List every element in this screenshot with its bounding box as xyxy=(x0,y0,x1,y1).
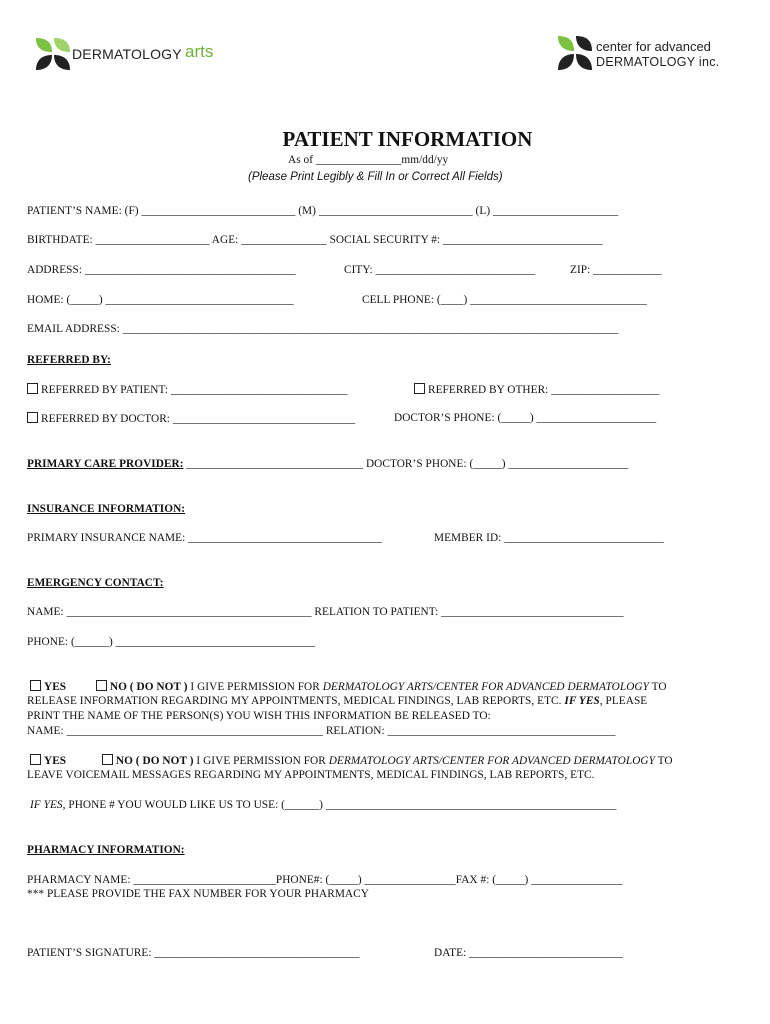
leaf-logo-icon xyxy=(556,34,594,72)
voicemail-yes-checkbox[interactable] xyxy=(30,754,41,765)
release-text-b: TO xyxy=(648,681,667,693)
referred-by-doctor-row[interactable] xyxy=(27,412,355,425)
referred-by-patient-row[interactable] xyxy=(27,383,348,396)
dermatology-arts-logo xyxy=(34,36,234,72)
primary-care-provider-field[interactable]: _______________________________ DOCTOR’S PHONE: (_____) _____________________ xyxy=(183,458,629,470)
voicemail-no-label: NO ( DO NOT ) xyxy=(115,755,194,767)
member-id-field[interactable]: MEMBER ID: ____________________________ xyxy=(434,532,664,544)
referred-by-other-row[interactable] xyxy=(414,383,660,396)
release-text-a: I GIVE PERMISSION FOR xyxy=(187,681,323,693)
referred-by-other-checkbox[interactable] xyxy=(414,383,425,394)
voicemail-text-a: I GIVE PERMISSION FOR xyxy=(193,755,329,767)
release-name-relation-field[interactable]: NAME: _____________________________________________ RELATION: ________________________________________ xyxy=(27,725,616,737)
voicemail-permission-line2: LEAVE VOICEMAIL MESSAGES REGARDING MY APPOINTMENTS, MEDICAL FINDINGS, LAB REPORTS, ETC. xyxy=(27,769,595,781)
primary-insurance-field[interactable]: PRIMARY INSURANCE NAME: __________________________________ xyxy=(27,532,382,544)
logo-word-arts: arts xyxy=(185,42,214,61)
release-permission-line3: PRINT THE NAME OF THE PERSON(S) YOU WISH THIS INFORMATION BE RELEASED TO: xyxy=(27,710,491,722)
release-if-yes: IF YES xyxy=(564,695,600,707)
pharmacy-heading: PHARMACY INFORMATION: xyxy=(27,844,185,856)
leaf-logo-icon xyxy=(34,36,72,72)
page-title: PATIENT INFORMATION xyxy=(282,127,533,151)
voicemail-phone-row[interactable] xyxy=(30,799,616,811)
city-field[interactable]: CITY: ____________________________ xyxy=(344,264,536,276)
voicemail-no-checkbox[interactable] xyxy=(102,754,113,765)
voicemail-yes-label: YES xyxy=(44,755,67,767)
release-no-checkbox[interactable] xyxy=(96,680,107,691)
referred-by-other-label: REFERRED BY OTHER: ___________________ xyxy=(428,384,660,396)
birthdate-field[interactable]: BIRTHDATE: ____________________ AGE: _______________ SOCIAL SECURITY #: ____________________________ xyxy=(27,234,603,246)
voicemail-permission-line1 xyxy=(30,754,673,767)
voicemail-phone-field[interactable]: PHONE # YOU WOULD LIKE US TO USE: (______) ___________________________________________________ xyxy=(65,799,617,811)
primary-care-provider-heading: PRIMARY CARE PROVIDER: xyxy=(27,458,184,470)
primary-care-provider-row[interactable] xyxy=(27,458,628,470)
release-line2-text: RELEASE INFORMATION REGARDING MY APPOINTMENTS, MEDICAL FINDINGS, LAB REPORTS, ETC. xyxy=(27,695,565,707)
emergency-phone-field[interactable]: PHONE: (______) ___________________________________ xyxy=(27,636,316,648)
referring-doctor-phone-field[interactable]: DOCTOR’S PHONE: (_____) _____________________ xyxy=(394,412,657,424)
voicemail-org-name: DERMATOLOGY ARTS/CENTER FOR ADVANCED DERMATOLOGY xyxy=(328,755,655,767)
pharmacy-info-field[interactable]: PHARMACY NAME: _________________________PHONE#: (_____) ________________FAX #: (_____) ________________ xyxy=(27,874,623,886)
insurance-heading: INSURANCE INFORMATION: xyxy=(27,503,186,515)
patient-name-field[interactable]: PATIENT’S NAME: (F) ___________________________ (M) ___________________________ (L) ______________________ xyxy=(27,205,619,217)
as-of-date-line: As of _______________mm/dd/yy xyxy=(288,154,449,166)
logo-word-dermatology: DERMATOLOGY xyxy=(72,46,182,62)
voicemail-if-yes: IF YES, xyxy=(30,799,66,811)
release-yes-checkbox[interactable] xyxy=(30,680,41,691)
release-yes-label: YES xyxy=(44,681,67,693)
center-advanced-dermatology-logo xyxy=(556,34,746,72)
release-org-name: DERMATOLOGY ARTS/CENTER FOR ADVANCED DERMATOLOGY xyxy=(322,681,649,693)
patient-signature-field[interactable]: PATIENT’S SIGNATURE: ____________________________________ xyxy=(27,947,360,959)
release-permission-line2 xyxy=(27,695,647,707)
instructions: (Please Print Legibly & Fill In or Correct All Fields) xyxy=(248,171,503,183)
voicemail-text-b: TO xyxy=(654,755,673,767)
email-field[interactable]: EMAIL ADDRESS: _______________________________________________________________________________________ xyxy=(27,323,619,335)
release-line2-end: , PLEASE xyxy=(599,695,648,707)
referred-by-patient-checkbox[interactable] xyxy=(27,383,38,394)
logo-line-dermatology-inc: DERMATOLOGY inc. xyxy=(596,55,720,69)
logo-line-center-for-advanced: center for advanced xyxy=(596,39,711,54)
referred-by-heading: REFERRED BY: xyxy=(27,354,111,366)
referred-by-patient-label: REFERRED BY PATIENT: _______________________________ xyxy=(41,384,348,396)
address-field[interactable]: ADDRESS: _____________________________________ xyxy=(27,264,296,276)
emergency-contact-heading: EMERGENCY CONTACT: xyxy=(27,577,164,589)
referred-by-doctor-label: REFERRED BY DOCTOR: ________________________________ xyxy=(41,413,356,425)
zip-field[interactable]: ZIP: ____________ xyxy=(570,264,662,276)
release-permission-line1 xyxy=(30,680,667,693)
signature-date-field[interactable]: DATE: ___________________________ xyxy=(434,947,623,959)
home-phone-field[interactable]: HOME: (_____) _________________________________ xyxy=(27,294,294,306)
referred-by-doctor-checkbox[interactable] xyxy=(27,412,38,423)
cell-phone-field[interactable]: CELL PHONE: (____) _______________________________ xyxy=(362,294,647,306)
emergency-name-field[interactable]: NAME: ___________________________________________ RELATION TO PATIENT: ________________________________ xyxy=(27,606,624,618)
release-no-label: NO ( DO NOT ) xyxy=(109,681,188,693)
pharmacy-fax-note: *** PLEASE PROVIDE THE FAX NUMBER FOR YOUR PHARMACY xyxy=(27,888,369,900)
